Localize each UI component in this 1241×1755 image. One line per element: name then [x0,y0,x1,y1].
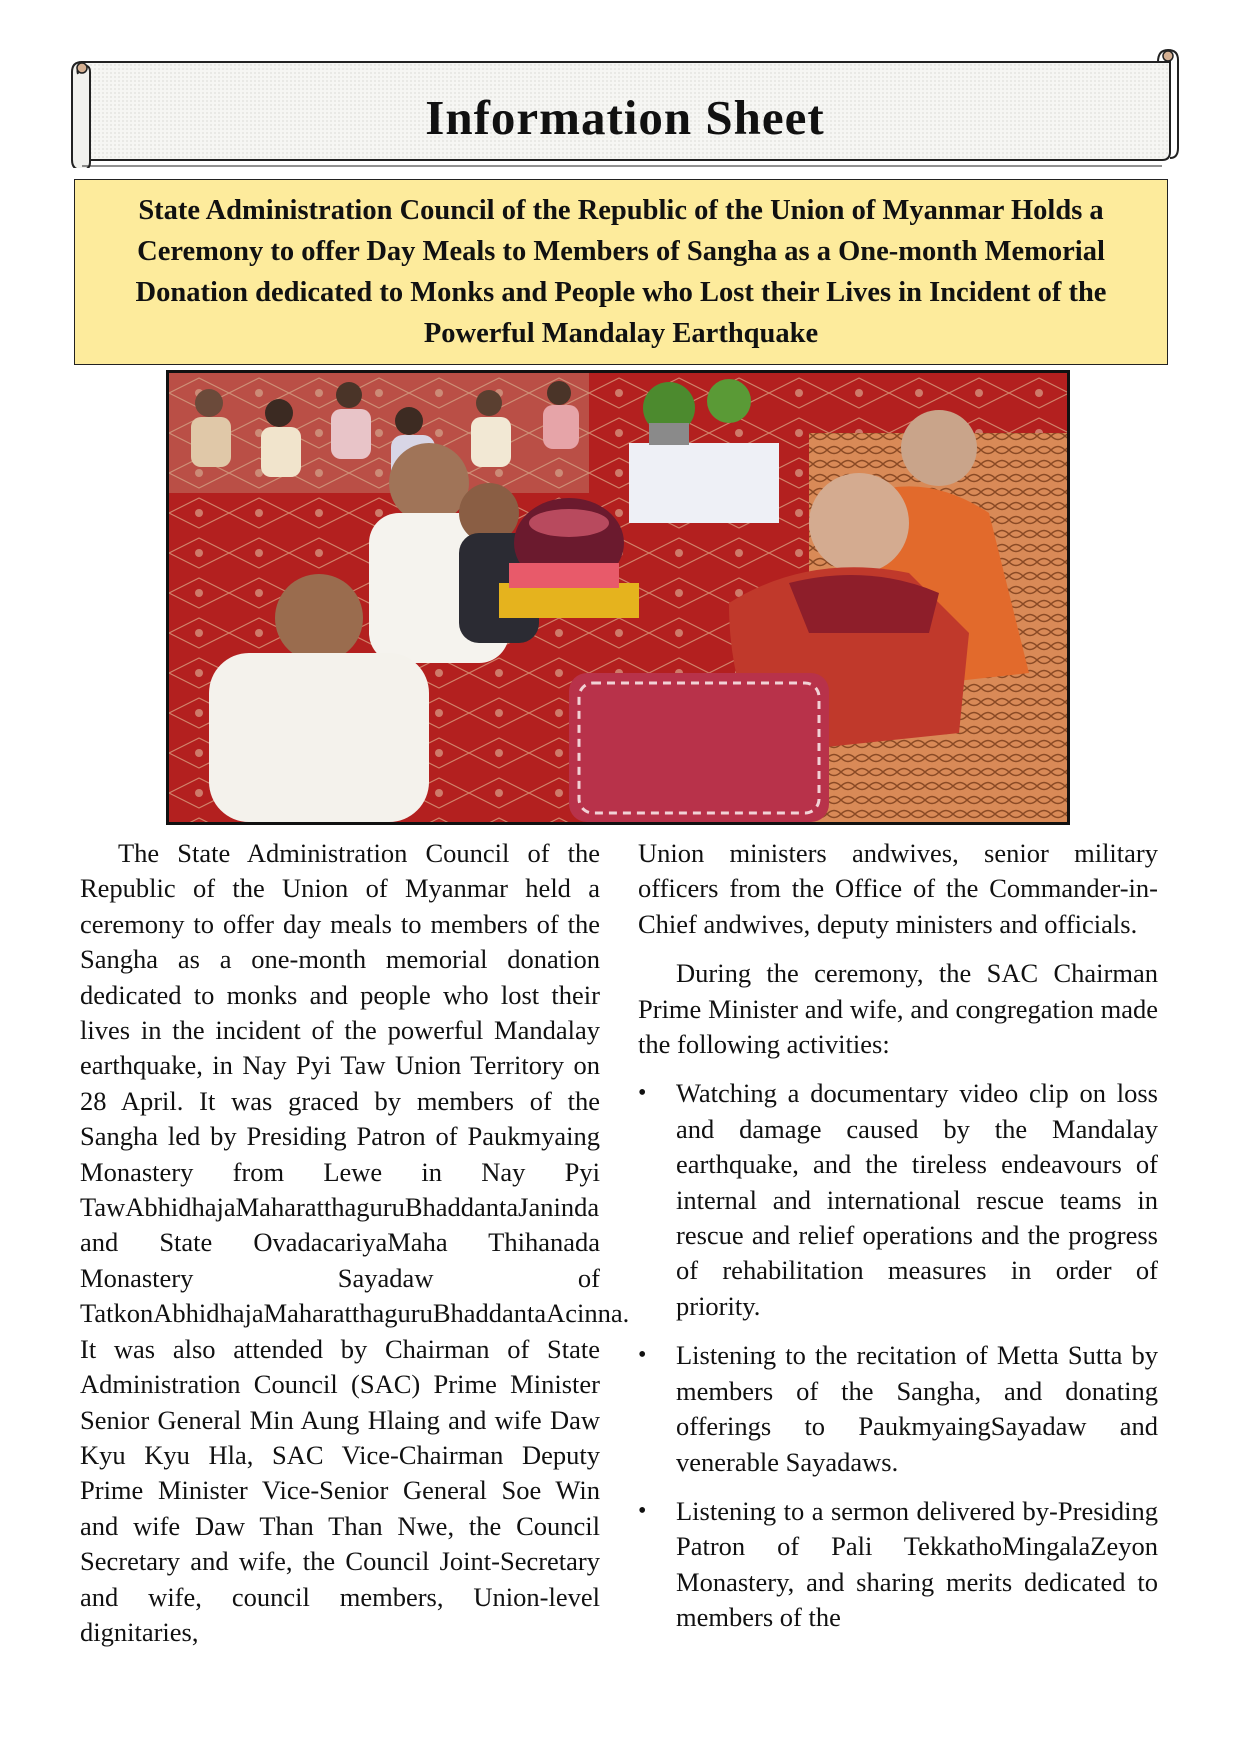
body-paragraph-continued: Union ministers andwives, senior military officers from the Office of the Commander-in-Chief andwives, deputy ministers and officials. [638,838,1158,939]
activities-list [638,1076,1158,1635]
body-paragraph: The State Administration Council of the Republic of the Union of Myanmar held a ceremony to offer day meals to members of the Sangha as a one-month memorial donation dedicated to monks and people who lost their lives in the incident of the powerful Mandalay earthquake, in Nay Pyi Taw Union Territory on 28 April. It was graced by members of the Sangha led by Presiding Patron of Paukmyaing Monastery from Lewe in Nay Pyi TawAbhidhajaMaharatthaguruBhaddantaJaninda and State OvadacariyaMaha Thihanada Monastery Sayadaw of TatkonAbhidhajaMaharatthaguruBhaddantaAcinna. It was also attended by Chairman of State Administration Council (SAC) Prime Minister Senior General Min Aung Hlaing and wife Daw Kyu Kyu Hla, SAC Vice-Chairman Deputy Prime Minister Vice-Senior General Soe Win and wife Daw Than Than Nwe, the Council Secretary and wife, the Council Joint-Secretary and wife, council members, Union-level dignitaries, [80,838,630,1647]
ceremony-photo-illustration [169,373,1067,822]
title-banner [70,48,1180,168]
list-item: • Listening to a sermon delivered by-Presiding Patron of Pali TekkathoMingalaZeyon Monastery, and sharing merits dedicated to members of the [638,1495,1158,1633]
activities-intro: During the ceremony, the SAC Chairman Prime Minister and wife, and congregation made the following activities: [638,958,1158,1060]
bullet-icon: • [638,1342,647,1369]
list-item: • Listening to the recitation of Metta Sutta by members of the Sangha, and donating offerings to PaukmyaingSayadaw and venerable Sayadaws. [638,1340,1158,1477]
headline: State Administration Council of the Republic of the Union of Myanmar Holds a Ceremony to offer Day Meals to Members of Sangha as a One-month Memorial Donation dedicated to Monks and People who Lost their Lives in Incident of the Powerful Mandalay Earthquake [135,195,1107,349]
headline-box [74,179,1168,365]
bullet-icon: • [638,1497,647,1524]
list-item: • Watching a documentary video clip on loss and damage caused by the Mandalay earthquake, and the tireless endeavours of internal and international rescue teams in rescue and relief operations and the progress of rehabilitation measures in order of priority. [638,1078,1158,1321]
bullet-icon: • [638,1080,647,1107]
page-title: Information Sheet [425,89,825,145]
left-column [80,836,630,1664]
ceremony-photo [166,370,1070,825]
right-column [638,836,1158,1650]
